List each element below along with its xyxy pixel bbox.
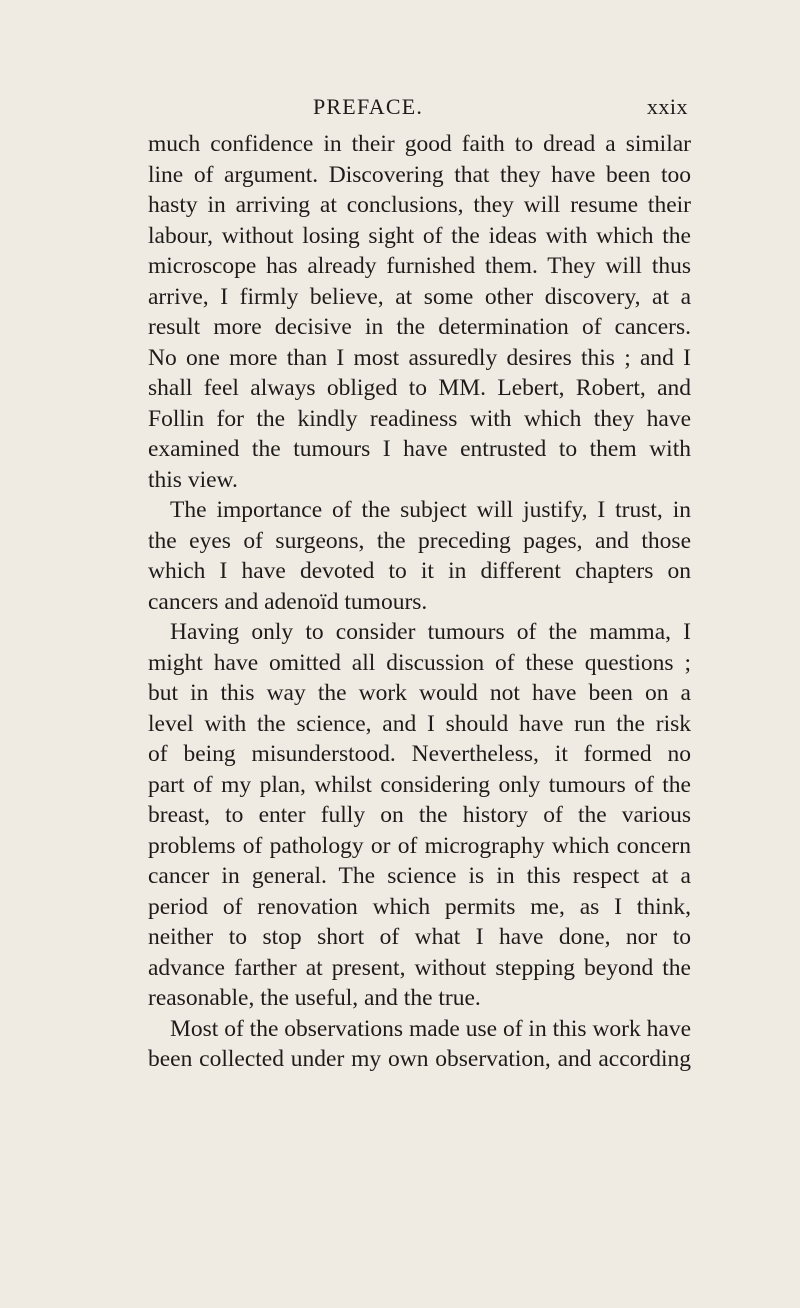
text-line: breast, to enter fully on the history of the various — [148, 802, 691, 828]
running-title: PREFACE. — [313, 94, 424, 119]
text-line: The importance of the subject will justify, I trust, in — [170, 497, 691, 523]
text-line: of being misunderstood. Nevertheless, it formed no — [148, 741, 691, 767]
text-line: been collected under my own observation, and according — [148, 1046, 691, 1072]
text-line: but in this way the work would not have been on a — [148, 680, 691, 706]
text-line: hasty in arriving at conclusions, they will resume their — [148, 192, 691, 218]
text-line: neither to stop short of what I have done, nor to — [148, 924, 691, 950]
text-line: examined the tumours I have entrusted to them with — [148, 436, 691, 462]
text-line: part of my plan, whilst considering only tumours of the — [148, 771, 691, 798]
text-line: Most of the observations made use of in this work have — [170, 1015, 691, 1042]
text-line: line of argument. Discovering that they have been too — [148, 161, 691, 188]
text-line: microscope has already furnished them. They will thus — [148, 253, 691, 279]
text-line: this view. — [148, 466, 238, 493]
text-line: cancers and adenoïd tumours. — [148, 588, 428, 615]
text-line: period of renovation which permits me, as I think, — [148, 893, 691, 920]
text-line: labour, without losing sight of the ideas with which the — [148, 222, 691, 249]
body-text — [148, 129, 691, 1075]
text-line: level with the science, and I should have run the risk — [148, 710, 691, 737]
text-line: Follin for the kindly readiness with which they have — [148, 405, 691, 432]
text-line: much confidence in their good faith to dread a similar — [148, 131, 691, 157]
text-line: arrive, I firmly believe, at some other discovery, at a — [148, 283, 691, 310]
text-line: problems of pathology or of micrography which concern — [148, 832, 691, 859]
text-line: No one more than I most assuredly desires this ; and I — [148, 344, 691, 371]
text-line: result more decisive in the determination of cancers. — [148, 314, 691, 340]
text-line: Having only to consider tumours of the mamma, I — [170, 619, 691, 645]
text-line: cancer in general. The science is in this respect at a — [148, 863, 691, 889]
text-line: which I have devoted to it in different chapters on — [148, 558, 691, 584]
text-line: shall feel always obliged to MM. Lebert, Robert, and — [148, 375, 691, 401]
text-line: might have omitted all discussion of these questions ; — [148, 649, 691, 676]
text-line: advance farther at present, without stepping beyond the — [148, 954, 691, 981]
text-line: the eyes of surgeons, the preceding pages, and those — [148, 527, 691, 554]
running-head — [148, 94, 688, 122]
text-line: reasonable, the useful, and the true. — [148, 985, 481, 1011]
page-number: xxix — [646, 94, 688, 119]
